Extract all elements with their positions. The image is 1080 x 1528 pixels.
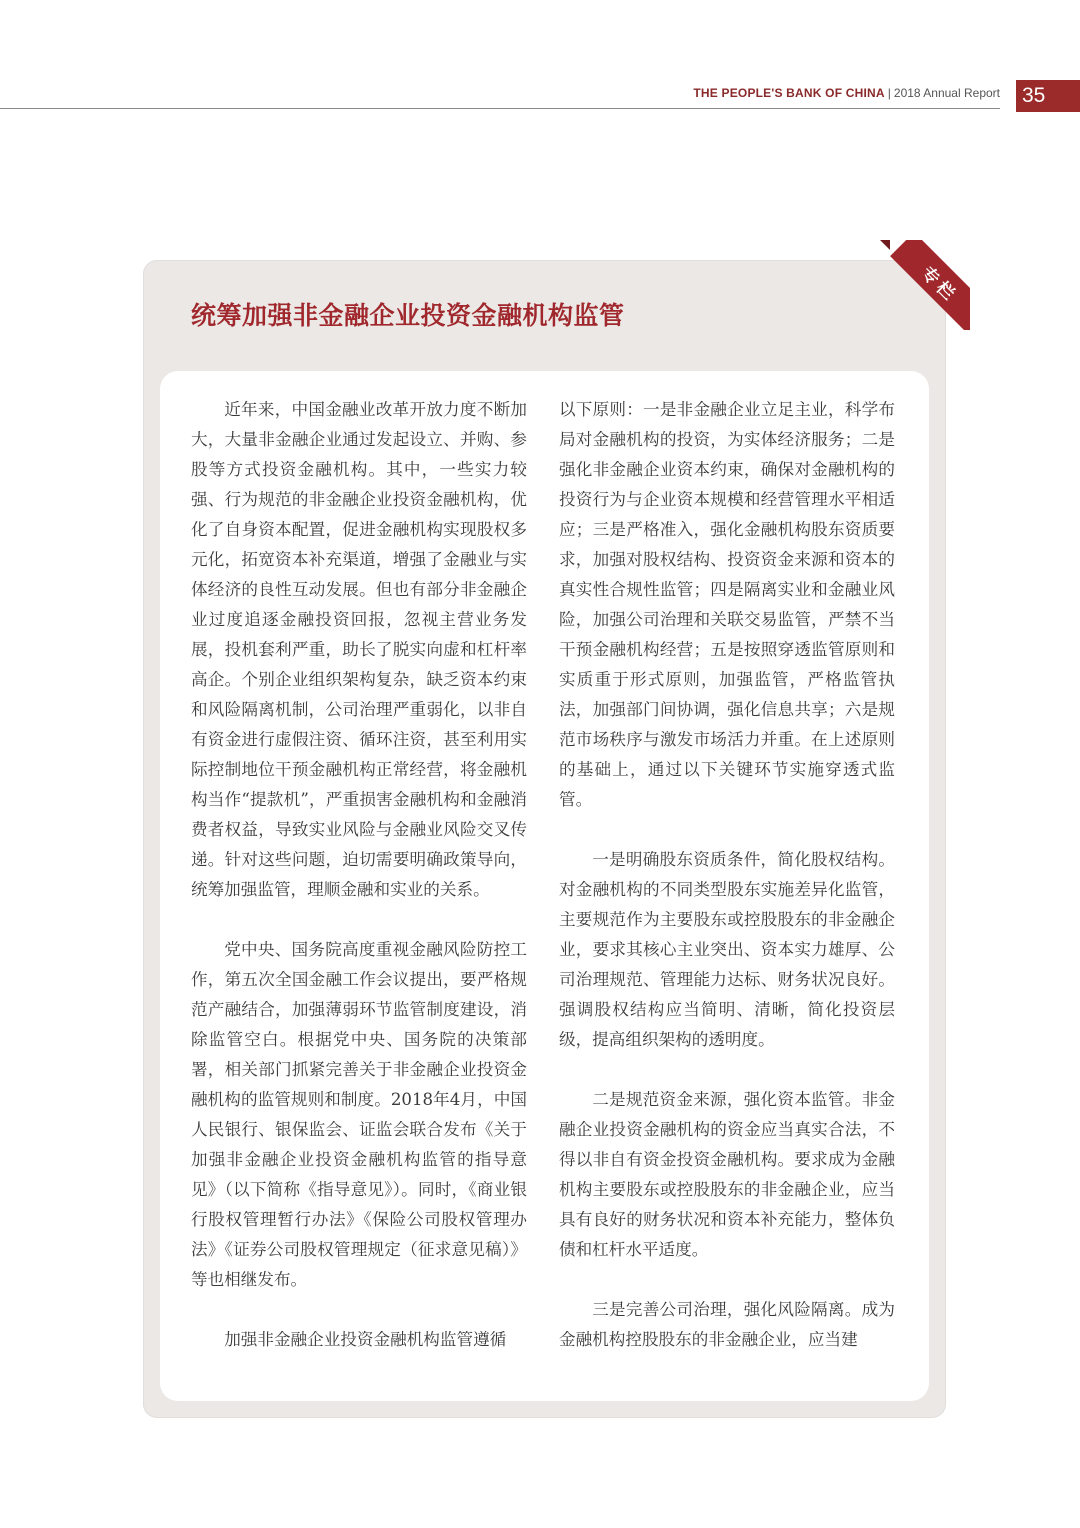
paragraph: 加强非金融企业投资金融机构监管遵循: [224, 1330, 507, 1349]
ribbon-label: 专栏: [890, 240, 970, 330]
page-number: 35: [1016, 80, 1080, 112]
paragraph: 一是明确股东资质条件，简化股权结构。对金融机构的不同类型股东实施差异化监管，主要规范作为主要股东或控股股东的非金融企业，要求其核心主业突出、资本实力雄厚、公司治理规范、管理能力达标、财务状况良好。强调股权结构应当简明、清晰，简化投资层级，提高组织架构的透明度。: [559, 850, 895, 1049]
panel-title: 统筹加强非金融企业投资金融机构监管: [191, 301, 625, 330]
header-separator: |: [887, 86, 891, 100]
paragraph: 二是规范资金来源，强化资本监管。非金融企业投资金融机构的资金应当真实合法，不得以非自有资金投资金融机构。要求成为金融机构主要股东或控股股东的非金融企业，应当具有良好的财务状况和资本补充能力，整体负债和杠杆水平适度。: [559, 1090, 895, 1259]
ribbon-fold: [880, 240, 890, 250]
running-header: [693, 86, 1000, 100]
left-column: [191, 395, 527, 1385]
paragraph: 近年来，中国金融业改革开放力度不断加大，大量非金融企业通过发起设立、并购、参股等方式投资金融机构。其中，一些实力较强、行为规范的非金融企业投资金融机构，优化了自身资本配置，促进金融机构实现股权多元化，拓宽资本补充渠道，增强了金融业与实体经济的良性互动发展。但也有部分非金融企业过度追逐金融投资回报，忽视主营业务发展，投机套利严重，助长了脱实向虚和杠杆率高企。个别企业组织架构复杂，缺乏资本约束和风险隔离机制，公司治理严重弱化，以非自有资金进行虚假注资、循环注资，甚至利用实际控制地位干预金融机构正常经营，将金融机构当作“提款机”，严重损害金融机构和金融消费者权益，导致实业风险与金融业风险交叉传递。针对这些问题，迫切需要明确政策导向，统筹加强监管，理顺金融和实业的关系。: [191, 400, 527, 899]
bank-name: THE PEOPLE'S BANK OF CHINA: [693, 86, 885, 100]
report-name: 2018 Annual Report: [893, 86, 1000, 100]
paragraph: 党中央、国务院高度重视金融风险防控工作，第五次全国金融工作会议提出，要严格规范产融结合，加强薄弱环节监管制度建设，消除监管空白。根据党中央、国务院的决策部署，相关部门抓紧完善关于非金融企业投资金融机构的监管规则和制度。2018年4月，中国人民银行、银保监会、证监会联合发布《关于加强非金融企业投资金融机构监管的指导意见》（以下简称《指导意见》）。同时，《商业银行股权管理暂行办法》《保险公司股权管理办法》《证券公司股权管理规定（征求意见稿）》等也相继发布。: [191, 940, 527, 1289]
right-column: [559, 395, 895, 1385]
paragraph: 以下原则：一是非金融企业立足主业，科学布局对金融机构的投资，为实体经济服务；二是强化非金融企业资本约束，确保对金融机构的投资行为与企业资本规模和经营管理水平相适应；三是严格准入，强化金融机构股东资质要求，加强对股权结构、投资资金来源和资本的真实性合规性监管；四是隔离实业和金融业风险，加强公司治理和关联交易监管，严禁不当干预金融机构经营；五是按照穿透监管原则和实质重于形式原则，加强监管，严格监管执法，加强部门间协调，强化信息共享；六是规范市场秩序与激发市场活力并重。在上述原则的基础上，通过以下关键环节实施穿透式监管。: [559, 400, 895, 809]
column-ribbon-badge: [880, 240, 970, 330]
paragraph: 三是完善公司治理，强化风险隔离。成为金融机构控股股东的非金融企业，应当建: [559, 1300, 895, 1349]
header-rule: [0, 108, 1000, 109]
